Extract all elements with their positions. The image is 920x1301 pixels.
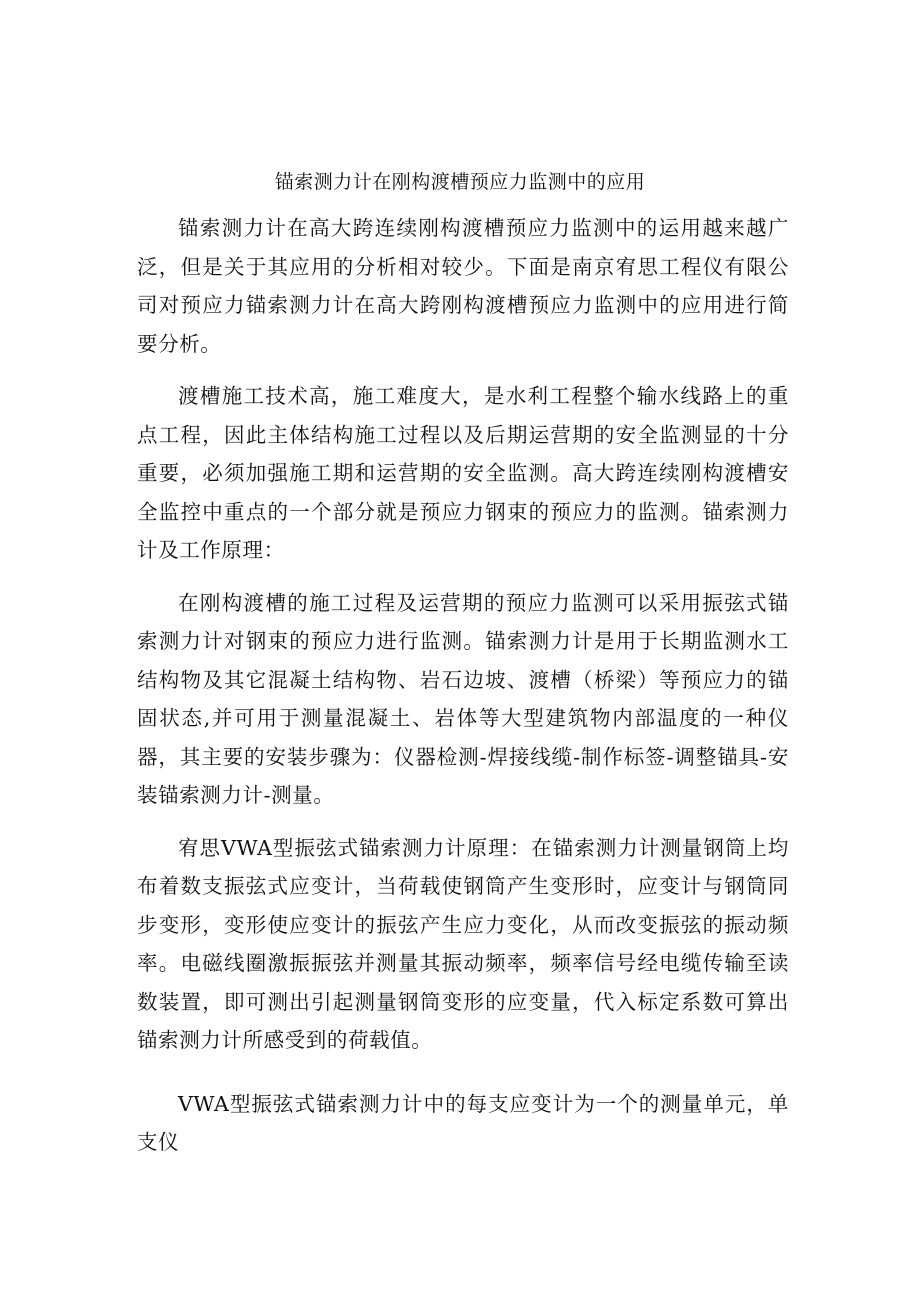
paragraph-construction: 渡槽施工技术高，施工难度大，是水利工程整个输水线路上的重点工程，因此主体结构施工过程以及后期运营期的安全监测显的十分重要，必须加强施工期和运营期的安全监测。高大跨连续刚构渡槽安全监控中重点的一个部分就是预应力钢束的预应力的监测。锚索测力计及工作原理：	[137, 384, 789, 562]
paragraph-measurement-unit: VWA型振弦式锚索测力计中的每支应变计为一个的测量单元，单支仪	[137, 1091, 789, 1154]
document-title: 锚索测力计在刚构渡槽预应力监测中的应用	[274, 171, 646, 193]
document-body	[137, 209, 789, 1162]
paragraph-principle: 宥思VWA型振弦式锚索测力计原理：在锚索测力计测量钢筒上均布着数支振弦式应变计，当荷载使钢筒产生变形时，应变计与钢筒同步变形，变形使应变计的振弦产生应力变化，从而改变振弦的振动频率。电磁线圈激振振弦并测量其振动频率，频率信号经电缆传输至读数装置，即可测出引起测量钢筒变形的应变量，代入标定系数可算出锚索测力计所感受到的荷载值。	[137, 835, 789, 1052]
paragraph-intro: 锚索测力计在高大跨连续刚构渡槽预应力监测中的运用越来越广泛，但是关于其应用的分析相对较少。下面是南京宥思工程仪有限公司对预应力锚索测力计在高大跨刚构渡槽预应力监测中的应用进行简要分析。	[137, 216, 789, 356]
paragraph-installation: 在刚构渡槽的施工过程及运营期的预应力监测可以采用振弦式锚索测力计对钢束的预应力进行监测。锚索测力计是用于长期监测水工结构物及其它混凝土结构物、岩石边坡、渡槽（桥梁）等预应力的锚固状态,并可用于测量混凝土、岩体等大型建筑物内部温度的一种仪器，其主要的安装步骤为：仪器检测-焊接线缆-制作标签-调整锚具-安装锚索测力计-测量。	[137, 590, 789, 807]
